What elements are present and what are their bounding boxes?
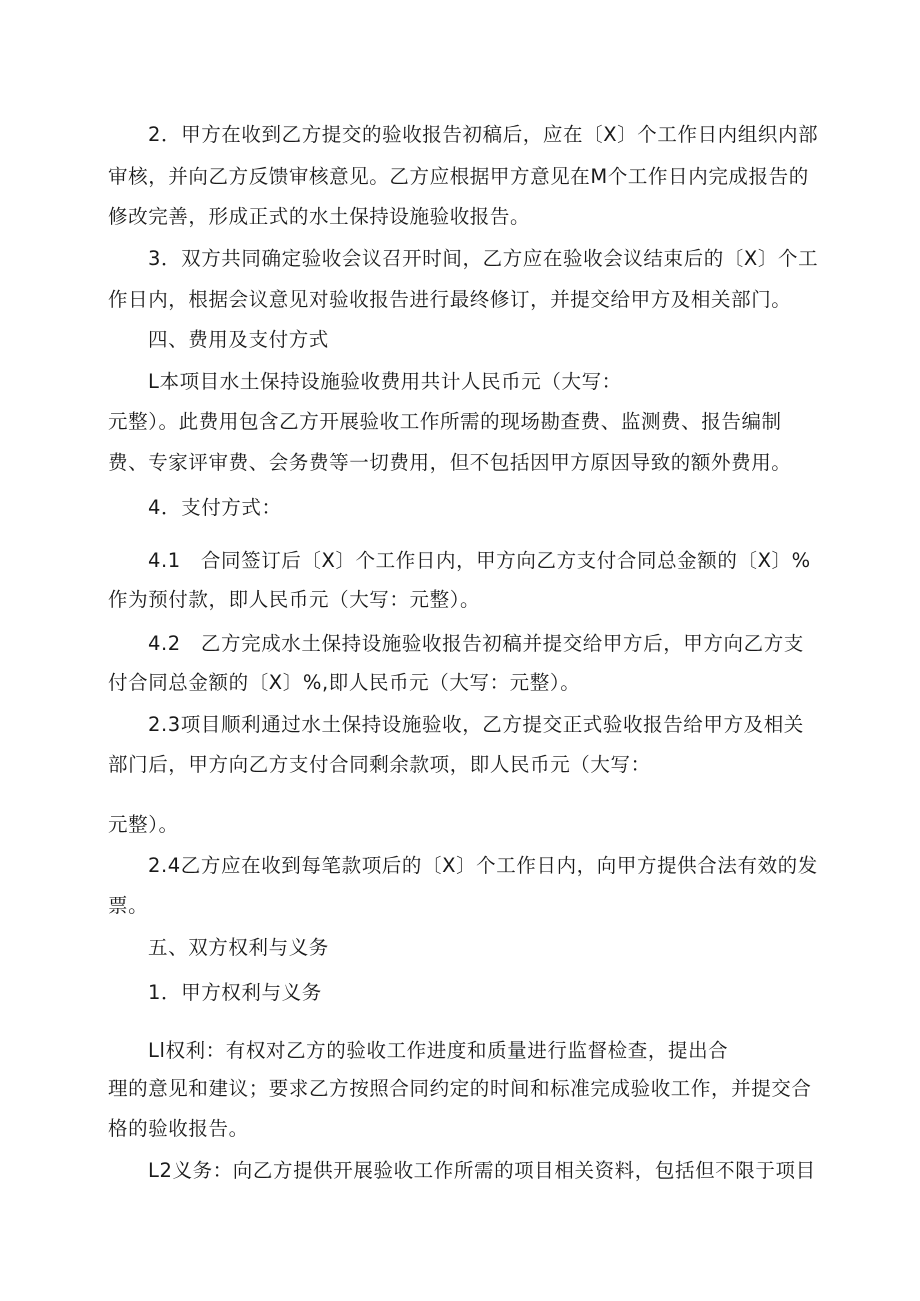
section-heading-fees: 四、费用及支付方式 bbox=[148, 328, 329, 351]
paragraph-2-line-2: 审核，并向乙方反馈审核意见。乙方应根据甲方意见在M个工作日内完成报告的 bbox=[108, 165, 809, 188]
paragraph-3-line-2: 作日内，根据会议意见对验收报告进行最终修订，并提交给甲方及相关部门。 bbox=[108, 288, 792, 311]
paragraph-2-line-3: 修改完善，形成正式的水土保持设施验收报告。 bbox=[108, 205, 531, 228]
fees-para-line-2: 元整）。此费用包含乙方开展验收工作所需的现场勘查费、监测费、报告编制 bbox=[108, 410, 782, 433]
clause-4-1-line-1: 4.1 合同签订后〔X〕个工作日内，甲方向乙方支付合同总金额的〔X〕% bbox=[148, 549, 811, 572]
clause-4-2-line-1: 4.2 乙方完成水土保持设施验收报告初稿并提交给甲方后，甲方向乙方支 bbox=[148, 632, 804, 655]
obligations-para-line-1: L2义务：向乙方提供开展验收工作所需的项目相关资料，包括但不限于项目 bbox=[148, 1159, 816, 1182]
payment-method-heading: 4．支付方式： bbox=[148, 496, 282, 519]
clause-2-3-line-2: 部门后，甲方向乙方支付合同剩余款项，即人民币元（大写： bbox=[108, 753, 651, 776]
paragraph-2-line-1: 2．甲方在收到乙方提交的验收报告初稿后，应在〔X〕个工作日内组织内部 bbox=[148, 123, 819, 146]
paragraph-3-line-1: 3．双方共同确定验收会议召开时间，乙方应在验收会议结束后的〔X〕个工 bbox=[148, 247, 819, 270]
clause-4-2-line-2: 付合同总金额的〔X〕%,即人民币元（大写：元整）。 bbox=[108, 671, 581, 694]
clause-2-3-line-3: 元整）。 bbox=[108, 813, 179, 836]
fees-para-line-1: L本项目水土保持设施验收费用共计人民币元（大写： bbox=[148, 370, 622, 393]
clause-2-3-line-1: 2.3项目顺利通过水土保持设施验收，乙方提交正式验收报告给甲方及相关 bbox=[148, 713, 804, 736]
clause-2-4-line-1: 2.4乙方应在收到每笔款项后的〔X〕个工作日内，向甲方提供合法有效的发 bbox=[148, 854, 818, 877]
rights-para-line-3: 格的验收报告。 bbox=[108, 1117, 249, 1140]
rights-para-line-1: Ll权利：有权对乙方的验收工作进度和质量进行监督检查，提出合 bbox=[148, 1039, 729, 1062]
rights-para-line-2: 理的意见和建议；要求乙方按照合同约定的时间和标准完成验收工作，并提交合 bbox=[108, 1077, 812, 1100]
section-heading-rights: 五、双方权利与义务 bbox=[148, 936, 329, 959]
subsection-heading-party-a: 1．甲方权利与义务 bbox=[148, 981, 322, 1004]
clause-4-1-line-2: 作为预付款，即人民币元（大写：元整）。 bbox=[108, 588, 481, 611]
clause-2-4-line-2: 票。 bbox=[108, 894, 149, 917]
fees-para-line-3: 费、专家评审费、会务费等一切费用，但不包括因甲方原因导致的额外费用。 bbox=[108, 451, 792, 474]
